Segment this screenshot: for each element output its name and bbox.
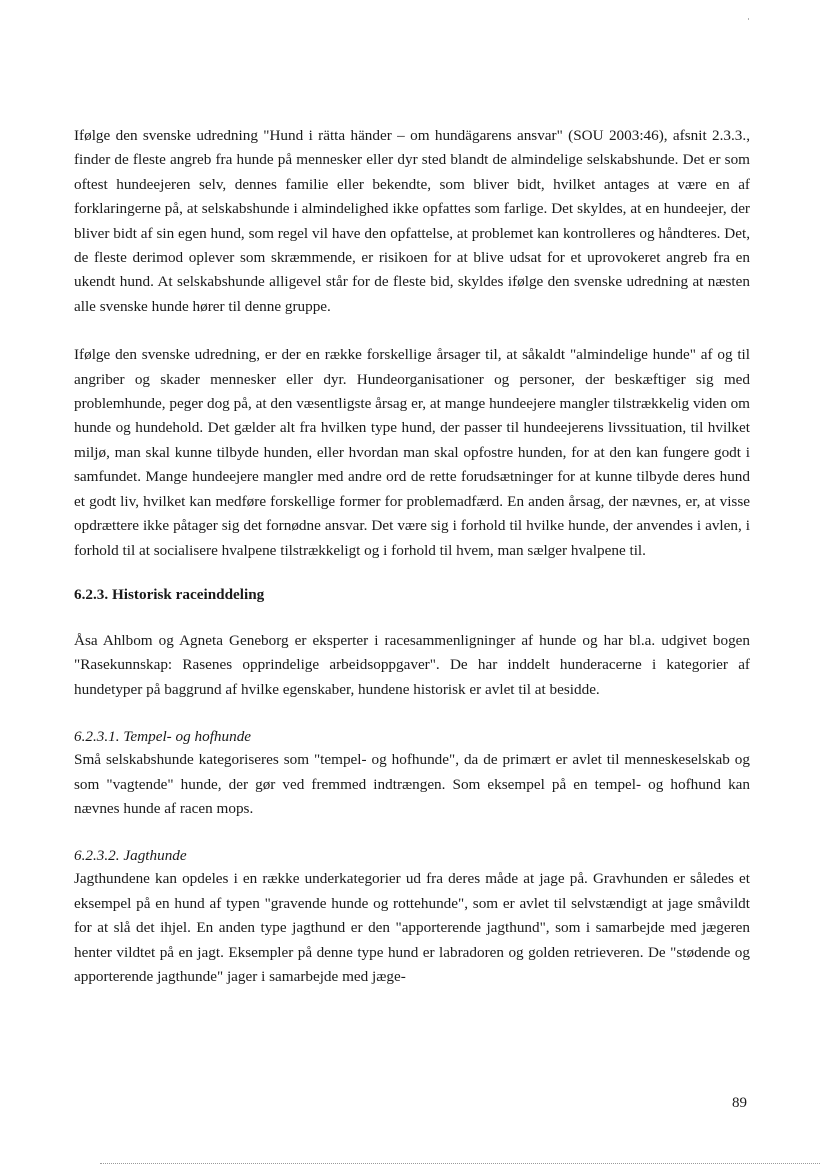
scan-edge-line — [100, 1163, 820, 1164]
section-intro: Åsa Ahlbom og Agneta Geneborg er eksperter i racesammenligninger af hunde og har bl.a. udgivet bogen "Rasekunnskap: Rasenes opprindelige arbeidsoppgaver". De har inddelt hunderacerne i kategorier af hundetyper på baggrund af hvilke egenskaber, hundene historisk er avlet til at besidde. — [74, 631, 750, 698]
page-number: 89 — [732, 1095, 747, 1111]
subsection-heading: 6.2.3.1. Tempel- og hofhunde — [74, 728, 252, 746]
page-body — [74, 124, 750, 989]
scan-mark — [748, 18, 749, 20]
paragraph-1: Ifølge den svenske udredning "Hund i rätta händer – om hundägarens ansvar" (SOU 2003:46), afsnit 2.3.3., finder de fleste angreb fra hunde på mennesker eller dyr sted blandt de almindelige selskabshunde. Det er som oftest hundeejeren selv, dennes familie eller bekendte, som bliver bidt, hvilket antages at være en af forklaringerne på, at selskabshunde i almindelighed ikke opfattes som farlige. Det skyldes, at en hundeejer, der bliver bidt af sin egen hund, som regel vil have den opfattelse, at problemet kan kontrolleres og håndteres. Det, de fleste derimod oplever som skræmmende, er risikoen for at blive udsat for et uprovokeret angreb fra en ukendt hund. At selskabshunde alligevel står for de fleste bid, skyldes ifølge den svenske udredning at næsten alle svenske hunde hører til denne gruppe. — [74, 127, 750, 315]
section-heading: 6.2.3. Historisk raceinddeling — [74, 585, 265, 603]
subsection-tempel — [74, 726, 750, 821]
subsection-text: Jagthundene kan opdeles i en række underkategorier ud fra deres måde at jage på. Gravhunden er således et eksempel på en hund af typen "gravende hunde og rottehunde", som er avlet til selvstændigt at jage småvildt for at slå det ihjel. En anden type jagthund er den "apporterende jagthund", som i samarbejde med jægeren henter vildtet på en jagt. Eksempler på denne type hund er labradoren og golden retrieveren. De "stødende og apporterende jagthunde" jager i samarbejde med jæge- — [74, 870, 750, 985]
subsection-heading: 6.2.3.2. Jagthunde — [74, 847, 187, 865]
subsection-text: Små selskabshunde kategoriseres som "tempel- og hofhunde", da de primært er avlet til menneskeselskab og som "vagtende" hunde, der gør ved fremmed indtrængen. Som eksempel på en tempel- og hofhund kan nævnes hunde af racen mops. — [74, 751, 750, 817]
paragraph-2: Ifølge den svenske udredning, er der en række forskellige årsager til, at såkaldt "almindelige hunde" af og til angriber og skader mennesker eller dyr. Hundeorganisationer og personer, der beskæftiger sig med problemhunde, peger dog på, at den væsentligste årsag er, at mange hundeejere mangler tilstrækkelig viden om hunde og hundehold. Det gælder alt fra hvilken type hund, der passer til hundeejerens livssituation, til hvilket miljø, man skal kunne tilbyde hunden, eller hvordan man skal opfostre hunden, for at den kan fungere godt i samfundet. Mange hundeejere mangler med andre ord de rette forudsætninger for at kunne tilbyde deres hund et godt liv, hvilket kan medføre forskellige former for problemadfærd. En anden årsag, der nævnes, er, at visse opdrættere ikke påtager sig det fornødne ansvar. Det være sig i forhold til hvilke hunde, der anvendes i avlen, i forhold til at socialisere hvalpene tilstrækkeligt og i forhold til hvem, man sælger hvalpene til. — [74, 346, 750, 559]
subsection-jagt — [74, 845, 750, 989]
